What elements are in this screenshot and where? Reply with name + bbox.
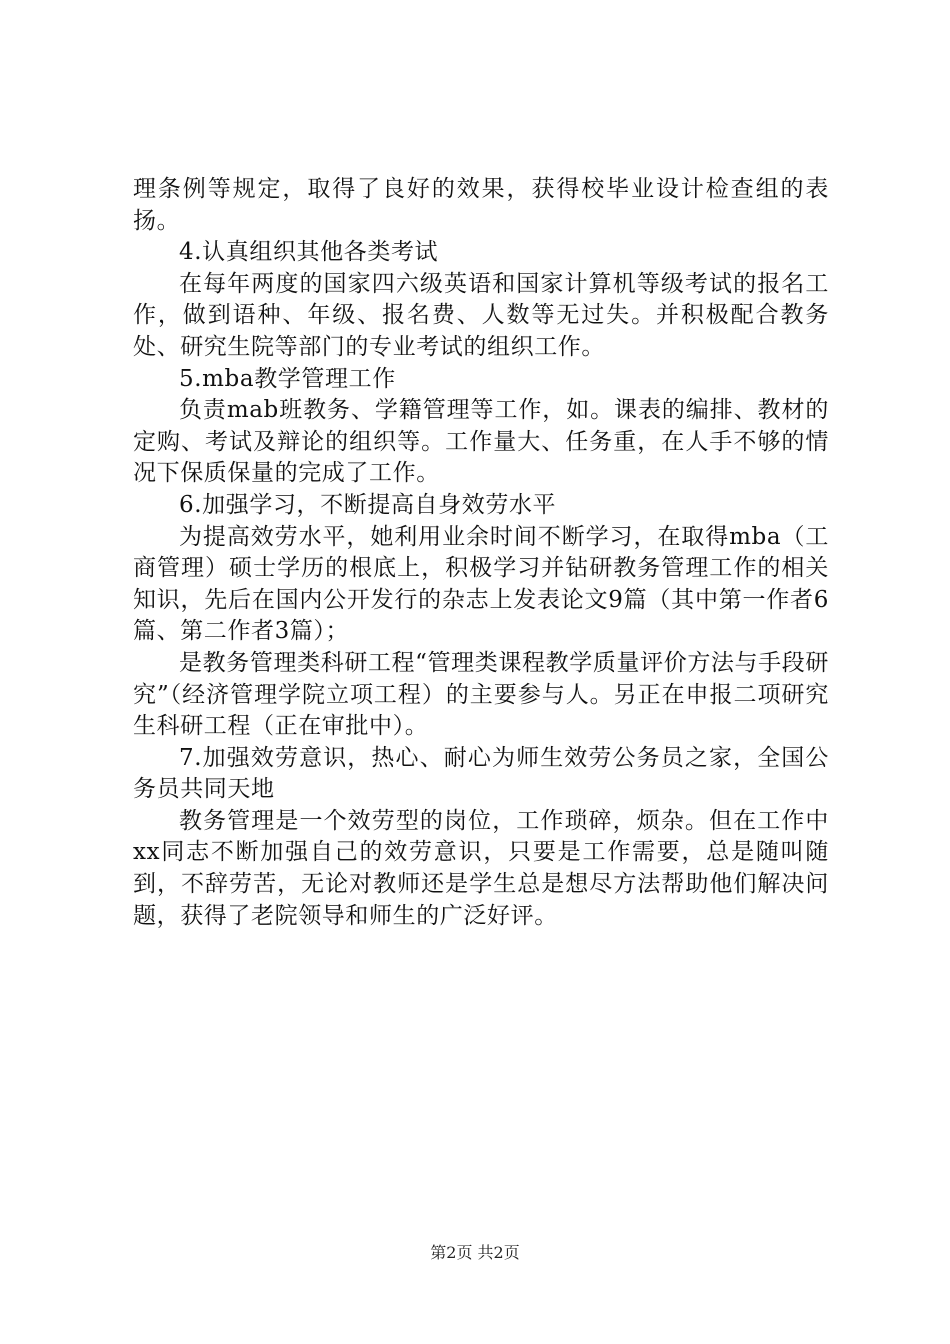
paragraph-study: 为提高效劳水平，她利用业余时间不断学习，在取得mba（工商管理）硕士学历的根底上，积极学习并钻研教务管理工作的相关知识，先后在国内公开发行的杂志上发表论文9篇（其中第一作者6篇、第二作者3篇）； [133, 523, 829, 645]
paragraph-continuation: 理条例等规定，取得了良好的效果，获得校毕业设计检查组的表扬。 [133, 176, 829, 234]
document-body [133, 174, 829, 932]
paragraph-service: 教务管理是一个效劳型的岗位，工作琐碎，烦杂。但在工作中xx同志不断加强自己的效劳意识，只要是工作需要，总是随叫随到，不辞劳苦，无论对教师还是学生总是想尽方法帮助他们解决问题，获得了老院领导和师生的广泛好评。 [133, 807, 829, 929]
paragraph-research: 是教务管理类科研工程“管理类课程教学质量评价方法与手段研究”（经济管理学院立项工程）的主要参与人。另正在申报二项研究生科研工程（正在审批中）。 [133, 649, 829, 740]
page-footer: 第2页 共2页 [430, 1243, 520, 1262]
paragraph-mba-management: 负责mab班教务、学籍管理等工作，如。课表的编排、教材的定购、考试及辩论的组织等。工作量大、任务重，在人手不够的情况下保质保量的完成了工作。 [133, 397, 829, 487]
section-heading-7: 7.加强效劳意识，热心、耐心为师生效劳公务员之家，全国公务员共同天地 [133, 744, 829, 803]
paragraph-exams: 在每年两度的国家四六级英语和国家计算机等级考试的报名工作，做到语种、年级、报名费、人数等无过失。并积极配合教务处、研究生院等部门的专业考试的组织工作。 [133, 270, 829, 360]
section-heading-6: 6.加强学习，不断提高自身效劳水平 [179, 491, 557, 518]
section-heading-5: 5.mba教学管理工作 [179, 365, 396, 392]
section-heading-4: 4.认真组织其他各类考试 [179, 239, 439, 266]
